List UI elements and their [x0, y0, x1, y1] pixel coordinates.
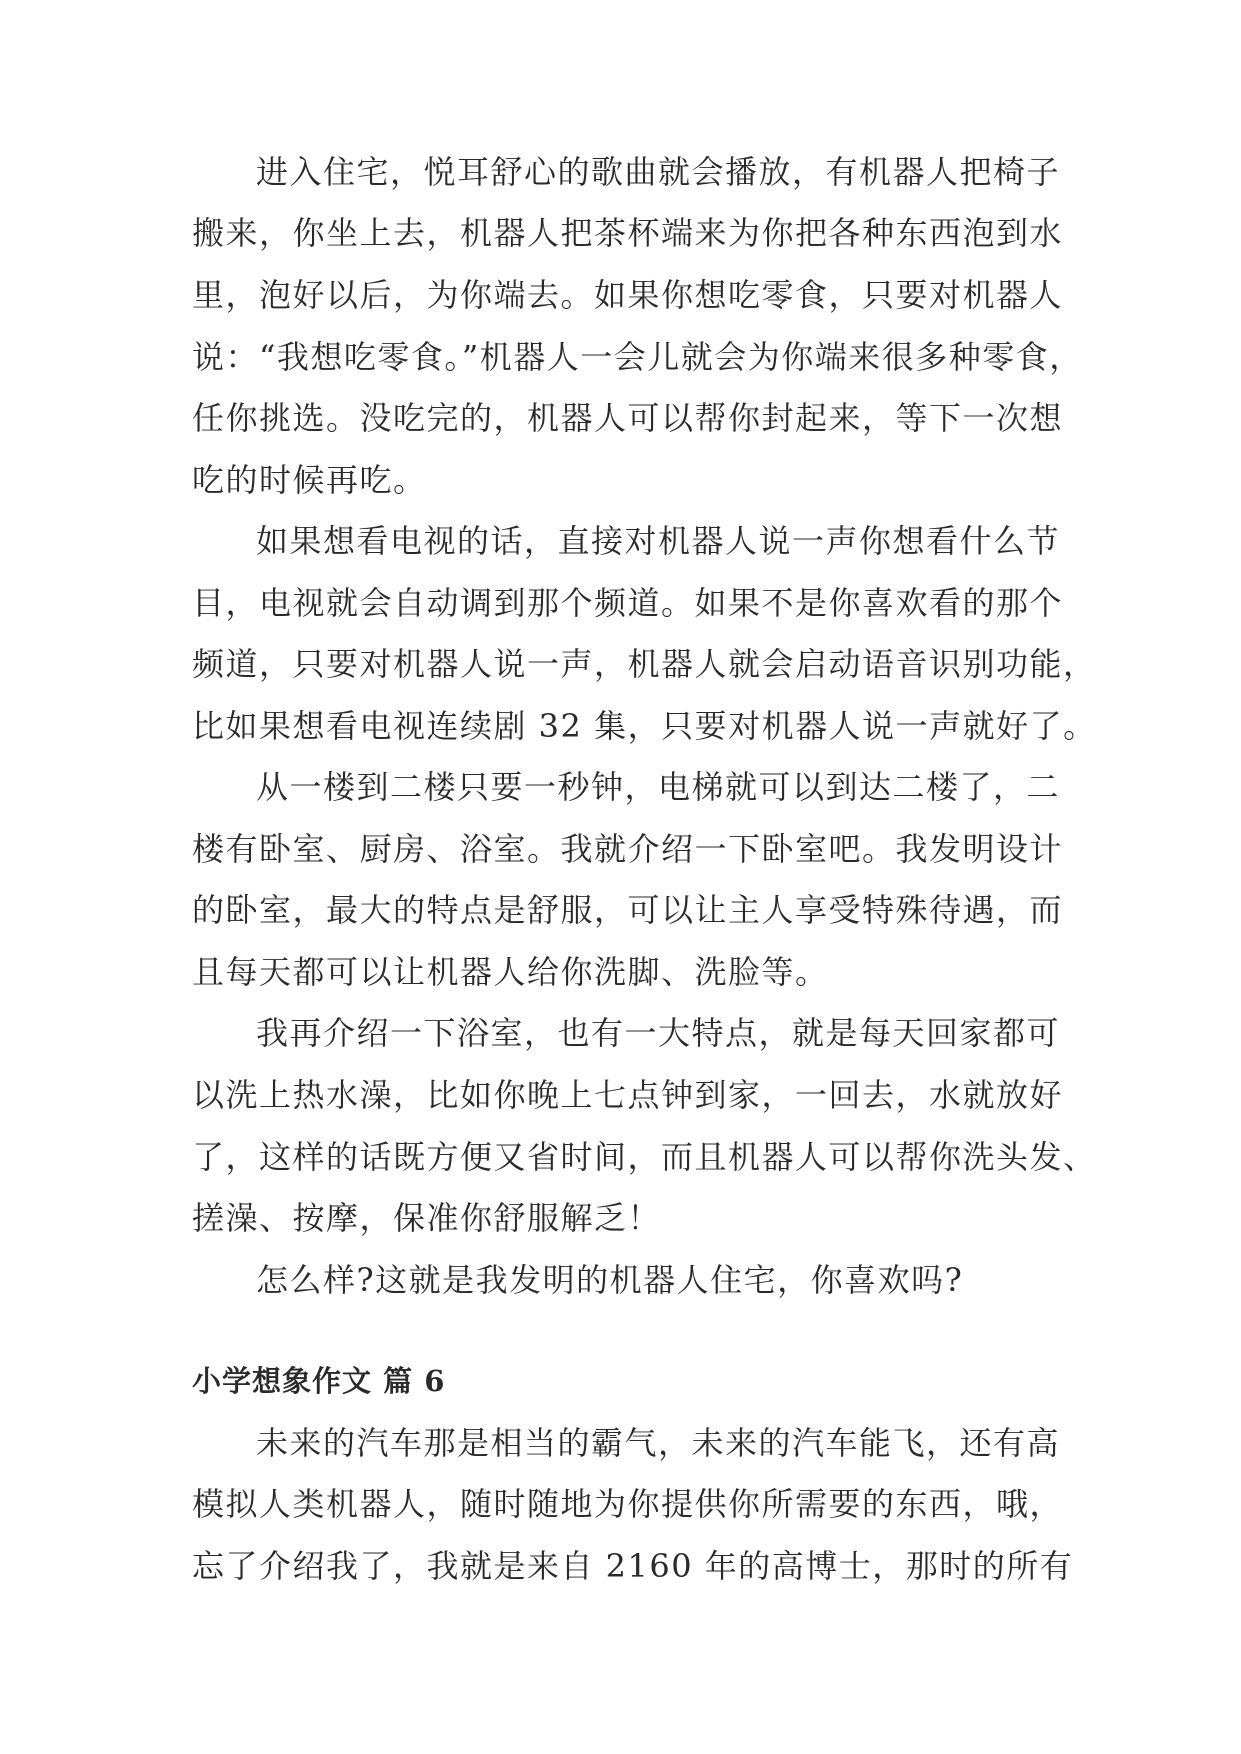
section-paragraph-line-1: 未来的汽车那是相当的霸气，未来的汽车能飞，还有高: [256, 1424, 1061, 1462]
paragraph-3-line-1: 从一楼到二楼只要一秒钟，电梯就可以到达二楼了，二: [256, 768, 1061, 806]
paragraph-4-line-1: 我再介绍一下浴室，也有一大特点，就是每天回家都可: [256, 1014, 1061, 1052]
paragraph-1-line-4: 说：“我想吃零食。”机器人一会儿就会为你端来很多种零食，: [192, 338, 1083, 376]
section-paragraph-line-3: 忘了介绍我了，我就是来自 2160 年的高博士，那时的所有: [192, 1547, 1074, 1585]
paragraph-4-line-3: 了，这样的话既方便又省时间，而且机器人可以帮你洗头发、: [192, 1138, 1097, 1176]
paragraph-2-line-2: 目，电视就会自动调到那个频道。如果不是你喜欢看的那个: [192, 584, 1064, 622]
paragraph-1-line-5: 任你挑选。没吃完的，机器人可以帮你封起来，等下一次想: [192, 399, 1064, 437]
section-heading: 小学想象作文 篇 6: [192, 1364, 446, 1398]
paragraph-3-line-2: 楼有卧室、厨房、浴室。我就介绍一下卧室吧。我发明设计: [192, 830, 1064, 868]
paragraph-2-line-3: 频道，只要对机器人说一声，机器人就会启动语音识别功能，: [192, 645, 1097, 683]
paragraph-4-line-2: 以洗上热水澡，比如你晚上七点钟到家，一回去，水就放好: [192, 1076, 1064, 1114]
paragraph-5-line-1: 怎么样?这就是我发明的机器人住宅，你喜欢吗?: [256, 1261, 964, 1299]
paragraph-1-line-2: 搬来，你坐上去，机器人把茶杯端来为你把各种东西泡到水: [192, 214, 1064, 252]
paragraph-1-line-3: 里，泡好以后，为你端去。如果你想吃零食，只要对机器人: [192, 276, 1064, 314]
paragraph-2-line-4: 比如果想看电视连续剧 32 集，只要对机器人说一声就好了。: [192, 707, 1097, 745]
section-paragraph-line-2: 模拟人类机器人，随时随地为你提供你所需要的东西，哦，: [192, 1485, 1064, 1523]
paragraph-3-line-4: 且每天都可以让机器人给你洗脚、洗脸等。: [192, 953, 829, 991]
paragraph-4-line-4: 搓澡、按摩，保准你舒服解乏！: [192, 1199, 662, 1237]
paragraph-2-line-1: 如果想看电视的话，直接对机器人说一声你想看什么节: [256, 522, 1061, 560]
paragraph-3-line-3: 的卧室，最大的特点是舒服，可以让主人享受特殊待遇，而: [192, 891, 1064, 929]
paragraph-1-line-1: 进入住宅，悦耳舒心的歌曲就会播放，有机器人把椅子: [256, 153, 1061, 191]
paragraph-1-line-6: 吃的时候再吃。: [192, 461, 427, 499]
